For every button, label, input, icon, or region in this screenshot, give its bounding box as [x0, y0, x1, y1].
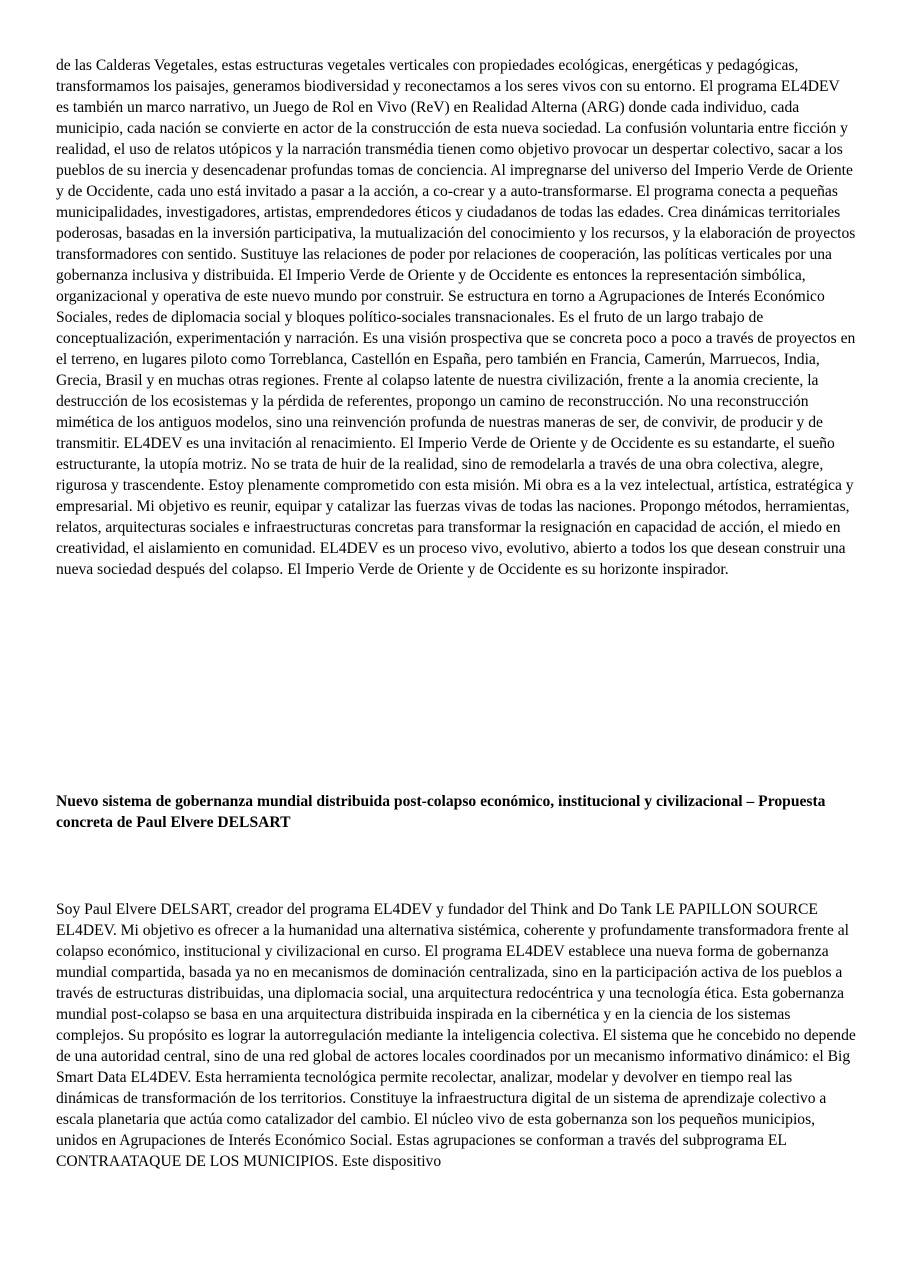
body-paragraph-2: Soy Paul Elvere DELSART, creador del programa EL4DEV y fundador del Think and Do Tank LE PAPILLON SOURCE EL4DEV. Mi objetivo es ofrecer a la humanidad una alternativa sistémica, coherente y profundamente transformadora frente al colapso económico, institucional y civilizacional en curso. El programa EL4DEV establece una nueva forma de gobernanza mundial compartida, basada ya no en mecanismos de dominación centralizada, sino en la participación activa de los pueblos a través de estructuras distribuidas, una diplomacia social, una arquitectura redocéntrica y una tecnología ética. Esta gobernanza mundial post-colapso se basa en una arquitectura distribuida inspirada en la cibernética y en la ciencia de los sistemas complejos. Su propósito es lograr la autorregulación mediante la inteligencia colectiva. El sistema que he concebido no depende de una autoridad central, sino de una red global de actores locales coordinados por un mecanismo informativo dinámico: el Big Smart Data EL4DEV. Esta herramienta tecnológica permite recolectar, analizar, modelar y devolver en tiempo real las dinámicas de transformación de los territorios. Constituye la infraestructura digital de un sistema de aprendizaje colectivo a escala planetaria que actúa como catalizador del cambio. El núcleo vivo de esta gobernanza son los pequeños municipios, unidos en Agrupaciones de Interés Económico Social. Estas agrupaciones se conforman a través del subprograma EL CONTRAATAQUE DE LOS MUNICIPIOS. Este dispositivo	[56, 901, 856, 1170]
body-paragraph-1: de las Calderas Vegetales, estas estructuras vegetales verticales con propiedades ecológicas, energéticas y pedagógicas, transformamos los paisajes, generamos biodiversidad y reconectamos a los seres vivos con su entorno. El programa EL4DEV es también un marco narrativo, un Juego de Rol en Vivo (ReV) en Realidad Alterna (ARG) donde cada individuo, cada municipio, cada nación se convierte en actor de la construcción de esta nueva sociedad. La confusión voluntaria entre ficción y realidad, el uso de relatos utópicos y la narración transmédia tienen como objetivo provocar un despertar colectivo, sacar a los pueblos de su inercia y desencadenar profundas tomas de conciencia. Al impregnarse del universo del Imperio Verde de Oriente y de Occidente, cada uno está invitado a pasar a la acción, a co-crear y a auto-transformarse. El programa conecta a pequeñas municipalidades, investigadores, artistas, emprendedores éticos y ciudadanos de todas las edades. Crea dinámicas territoriales poderosas, basadas en la inversión participativa, la mutualización del conocimiento y los recursos, y la elaboración de proyectos transformadores con sentido. Sustituye las relaciones de poder por relaciones de cooperación, las políticas verticales por una gobernanza inclusiva y distribuida. El Imperio Verde de Oriente y de Occidente es entonces la representación simbólica, organizacional y operativa de este nuevo mundo por construir. Se estructura en torno a Agrupaciones de Interés Económico Sociales, redes de diplomacia social y bloques político-sociales transnacionales. Es el fruto de un largo trabajo de conceptualización, experimentación y narración. Es una visión prospectiva que se concreta poco a poco a través de proyectos en el terreno, en lugares piloto como Torreblanca, Castellón en España, pero también en Francia, Camerún, Marruecos, India, Grecia, Brasil y en muchas otras regiones. Frente al colapso latente de nuestra civilización, frente a la anomia creciente, la destrucción de los ecosistemas y la pérdida de referentes, propongo un camino de reconstrucción. No una reconstrucción mimética de los antiguos modelos, sino una reinvención profunda de nuestras maneras de ser, de convivir, de producir y de transmitir. EL4DEV es una invitación al renacimiento. El Imperio Verde de Oriente y de Occidente es su estandarte, el sueño estructurante, la utopía motriz. No se trata de huir de la realidad, sino de remodelarla a través de una obra colectiva, alegre, rigurosa y trascendente. Estoy plenamente comprometido con esta misión. Mi obra es a la vez intelectual, artística, estratégica y empresarial. Mi objetivo es reunir, equipar y catalizar las fuerzas vivas de todas las naciones. Propongo métodos, herramientas, relatos, arquitecturas sociales e infraestructuras concretas para transformar la resignación en capacidad de acción, el miedo en creatividad, el aislamiento en comunidad. EL4DEV es un proceso vivo, evolutivo, abierto a todos los que desean construir una nueva sociedad después del colapso. El Imperio Verde de Oriente y de Occidente es su horizonte inspirador.	[56, 57, 856, 578]
section-heading: Nuevo sistema de gobernanza mundial distribuida post-colapso económico, institucional y civilizacional – Propuesta concreta de Paul Elvere DELSART	[56, 793, 826, 831]
